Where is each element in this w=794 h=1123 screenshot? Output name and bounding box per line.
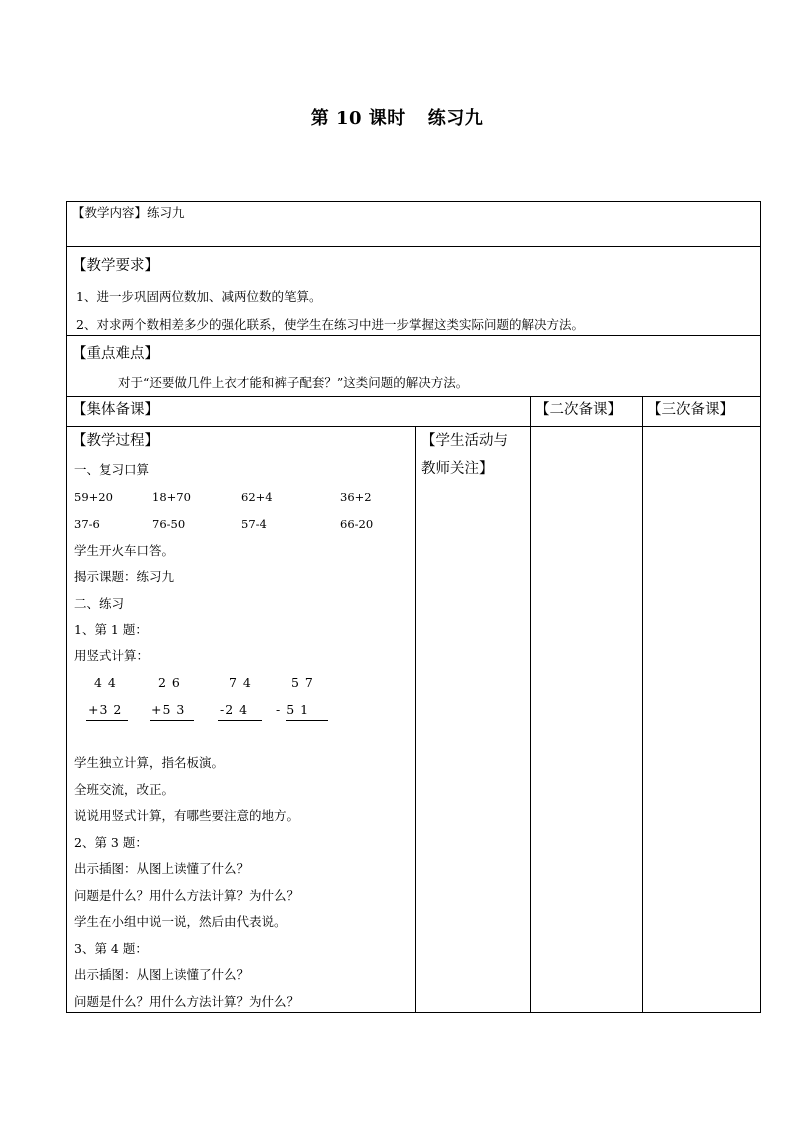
- q3-heading: 2、第 3 题：: [74, 835, 148, 850]
- oral-2-1: 37-6: [74, 517, 100, 531]
- q1-instruction: 用竖式计算：: [74, 648, 150, 663]
- process-label: 【教学过程】: [72, 433, 159, 449]
- oral-2-3: 57-4: [241, 517, 267, 531]
- content-label: 【教学内容】: [72, 205, 148, 220]
- requirement-item-2: 2、对求两个数相差多少的强化联系，使学生在练习中进一步掌握这类实际问题的解决方法。: [76, 317, 584, 332]
- content-row: [72, 205, 185, 221]
- q4-heading: 3、第 4 题：: [74, 941, 148, 956]
- student-col-line2: 教师关注】: [421, 461, 494, 477]
- oral-1-4: 36+2: [340, 490, 372, 504]
- after1-line-3: 说说用竖式计算，有哪些要注意的地方。: [74, 808, 300, 823]
- vertical-2-top: 2 6: [158, 675, 181, 690]
- after1-line-2: 全班交流，改正。: [74, 782, 175, 797]
- page-title: [0, 104, 794, 130]
- section-1: 一、复习口算: [74, 462, 150, 477]
- requirement-item-1: 1、进一步巩固两位数加、减两位数的笔算。: [76, 289, 322, 304]
- oral-1-3: 62+4: [241, 490, 273, 504]
- q3-line-2: 问题是什么？用什么方法计算？为什么？: [74, 888, 300, 903]
- q1-heading: 1、第 1 题：: [74, 622, 148, 637]
- section-2: 二、练习: [74, 596, 125, 611]
- second-header: 【二次备课】: [535, 402, 622, 418]
- vertical-1-top: 4 4: [94, 675, 117, 690]
- oral-2-2: 76-50: [152, 517, 186, 531]
- title-lesson: 第 10 课时: [310, 108, 406, 129]
- student-col-line1: 【学生活动与: [421, 433, 508, 449]
- oral-1-1: 59+20: [74, 490, 113, 504]
- vertical-3-op: -2 4: [220, 702, 249, 717]
- key-label: 【重点难点】: [72, 346, 159, 362]
- vertical-4-op: - 5 1: [276, 702, 310, 717]
- after1-line-1: 学生独立计算，指名板演。: [74, 755, 225, 770]
- process-line-1: 学生开火车口答。: [74, 543, 175, 558]
- content-value: 练习九: [147, 205, 185, 220]
- q4-line-2: 问题是什么？用什么方法计算？为什么？: [74, 994, 300, 1009]
- third-header: 【三次备课】: [647, 402, 734, 418]
- vertical-3-top: 7 4: [229, 675, 252, 690]
- vertical-1-op: +3 2: [88, 702, 123, 717]
- collective-header: 【集体备课】: [72, 402, 159, 418]
- title-name: 练习九: [427, 108, 484, 129]
- vertical-4-top: 5 7: [291, 675, 314, 690]
- q4-line-1: 出示插图：从图上读懂了什么？: [74, 967, 250, 982]
- q3-line-3: 学生在小组中说一说，然后由代表说。: [74, 914, 287, 929]
- oral-1-2: 18+70: [152, 490, 191, 504]
- requirements-label: 【教学要求】: [72, 258, 159, 274]
- q3-line-1: 出示插图：从图上读懂了什么？: [74, 861, 250, 876]
- oral-2-4: 66-20: [340, 517, 374, 531]
- vertical-2-op: +5 3: [151, 702, 186, 717]
- process-line-2: 揭示课题：练习九: [74, 569, 175, 584]
- key-text: 对于“还要做几件上衣才能和裤子配套？”这类问题的解决方法。: [118, 375, 469, 390]
